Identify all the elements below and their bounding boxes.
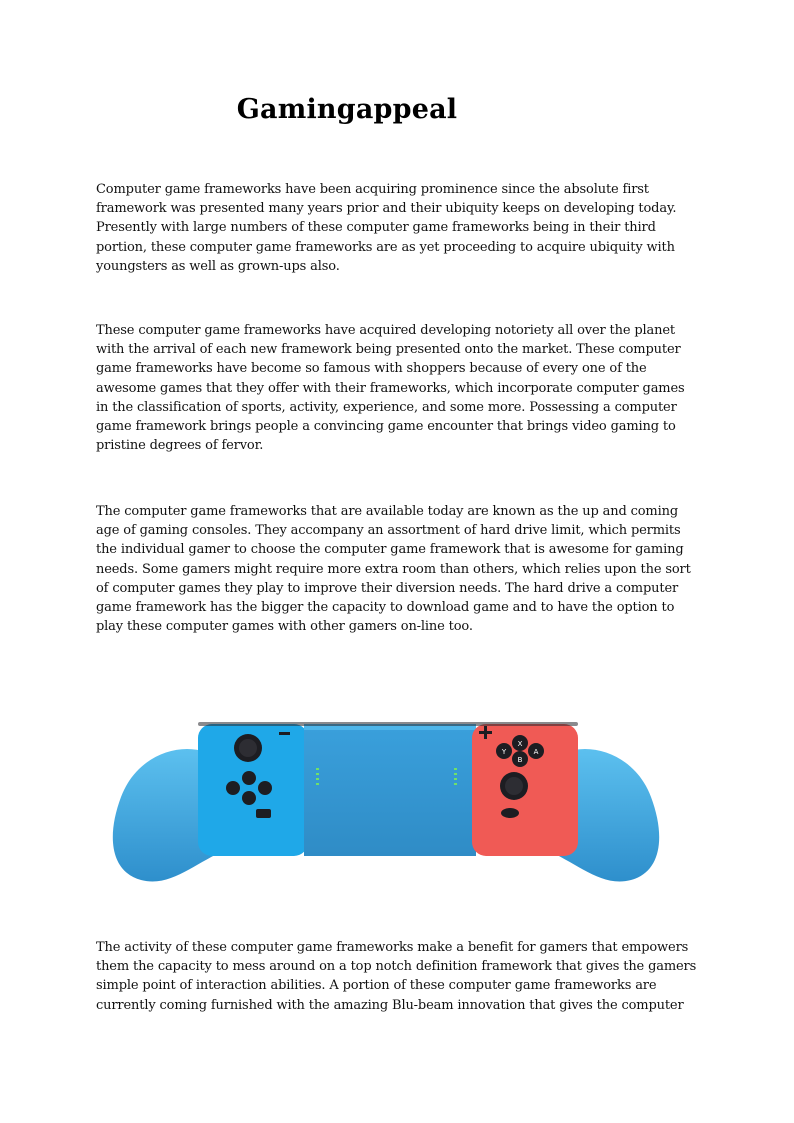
b-button-label: B	[517, 756, 523, 764]
capture-button	[256, 809, 271, 818]
y-button-label: Y	[501, 748, 507, 756]
minus-button	[279, 732, 290, 735]
game-controller-grip-icon	[96, 712, 676, 892]
paragraph-1: Computer game frameworks have been acquiring prominence since the absolute first framework was presented many years prior and their ubiquity keeps on developing today. Presently with large numbers of these computer game frameworks being in their third portion, these computer game frameworks are as yet proceeding to acquire ubiquity with youngsters as well as grown-ups also.	[96, 182, 677, 274]
page-title: Gamingappeal	[236, 94, 458, 125]
paragraph-3: The computer game frameworks that are available today are known as the up and coming age of gaming consoles. They accompany an assortment of hard drive limit, which permits the individual gamer to choose the computer game framework that is awesome for gaming needs. Some gamers might require more extra room than others, which relies upon the sort of computer games they play to improve their diversion needs. The hard drive a computer game framework has the bigger the capacity to download game and to have the option to play these computer games with other gamers on-line too.	[96, 504, 691, 635]
paragraph-4: The activity of these computer game frameworks make a benefit for gamers that empowers them the capacity to mess around on a top notch definition framework that gives the gamers simple point of interaction abilities. A portion of these computer game frameworks are currently coming furnished with the amazing Blu-beam innovation that gives the computer	[96, 940, 697, 1013]
x-button-label: X	[517, 740, 523, 748]
paragraph-2: These computer game frameworks have acquired developing notoriety all over the planet with the arrival of each new framework being presented onto the market. These computer game frameworks have become so famous with shoppers because of every one of the awesome games that they offer with their frameworks, which incorporate computer games in the classification of sports, activity, experience, and some more. Possessing a computer game framework brings people a convincing game encounter that brings video gaming to pristine degrees of fervor.	[96, 323, 685, 454]
home-button	[501, 808, 519, 818]
grip-body	[304, 724, 476, 856]
a-button-label: A	[533, 748, 539, 756]
controller-image	[96, 712, 676, 892]
